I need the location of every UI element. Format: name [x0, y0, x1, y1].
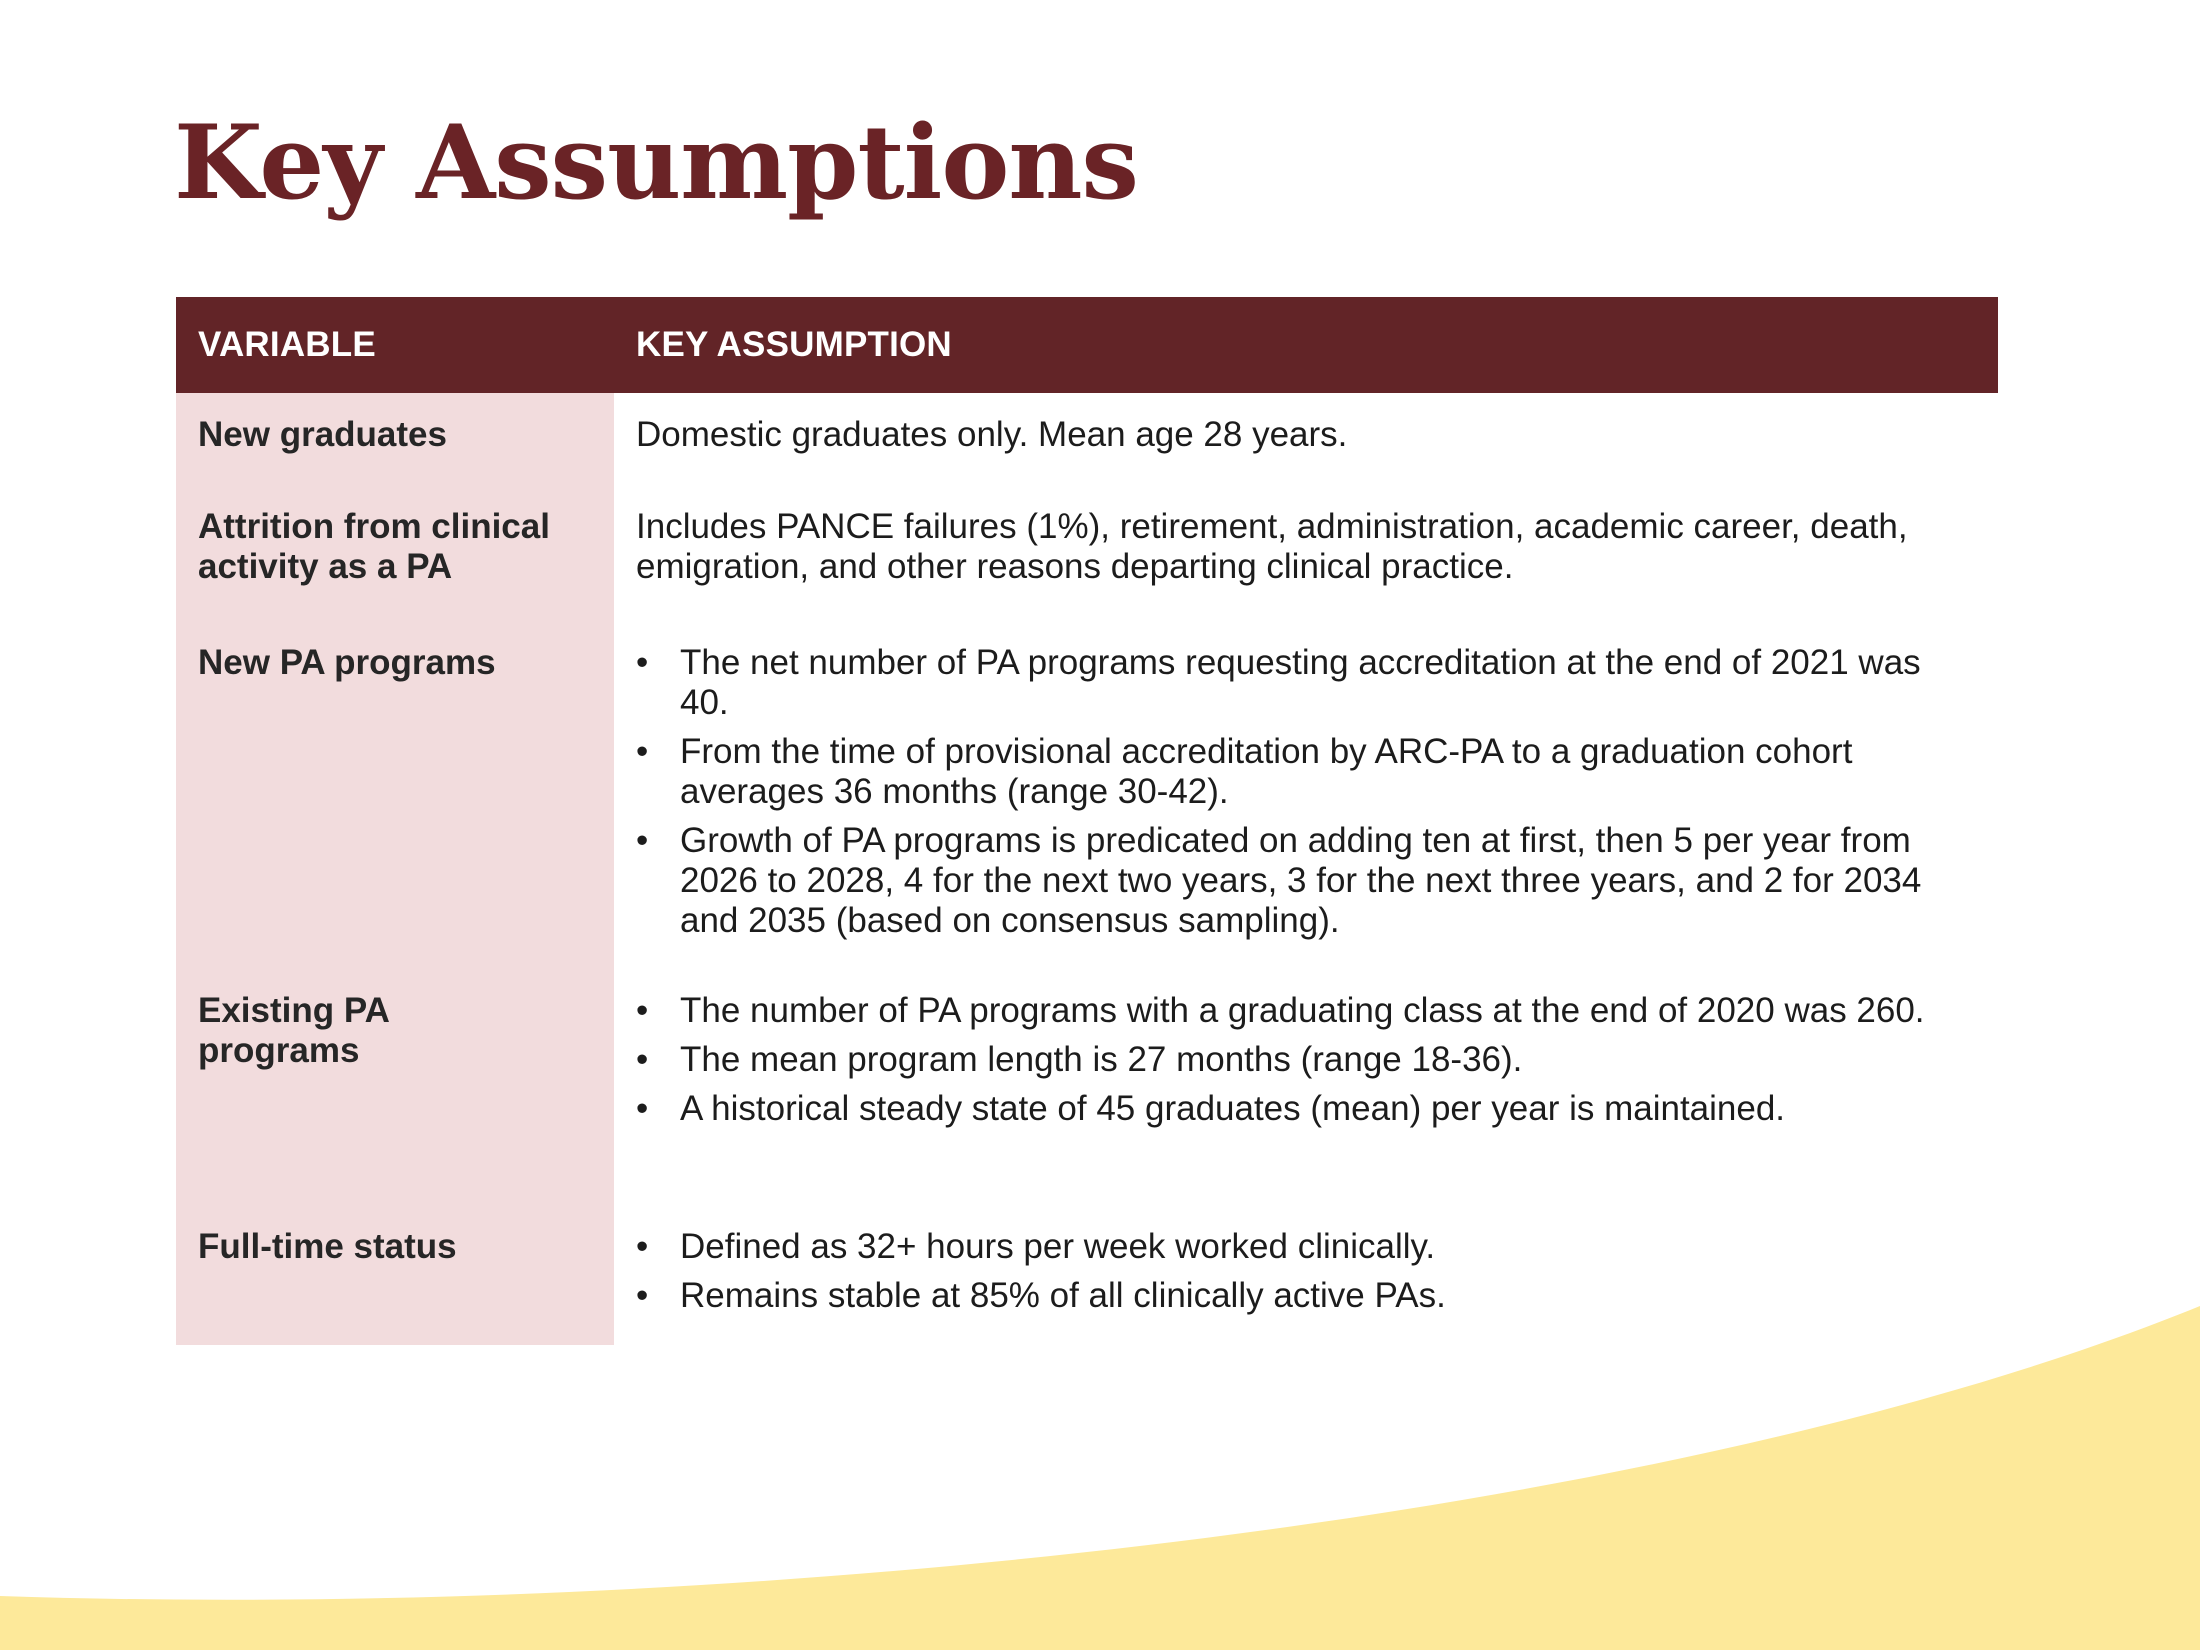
assumptions-table — [176, 297, 1998, 1345]
table-row — [176, 629, 1998, 981]
bullet-item: • The net number of PA programs requesting accreditation at the end of 2021 was 40. — [636, 643, 1928, 723]
table-row — [176, 489, 1998, 629]
variable-cell — [176, 489, 614, 629]
header-variable: VARIABLE — [176, 297, 614, 393]
header-key-assumption: KEY ASSUMPTION — [614, 297, 1998, 393]
bullet-item: • Growth of PA programs is predicated on adding ten at first, then 5 per year from 2026 to 2028, 4 for the next two years, 3 for the next three years, and 2 for 2034 and 2035 (based on consensus sampling). — [636, 821, 1928, 941]
bullet-list — [636, 991, 1928, 1129]
variable-cell: New PA programs — [176, 629, 614, 981]
wave-shape — [0, 1306, 2200, 1650]
bullet-list — [636, 643, 1928, 941]
bullet-item: • From the time of provisional accreditation by ARC-PA to a graduation cohort averages 36 months (range 30-42). — [636, 732, 1928, 812]
variable-label: Attrition from clinical activity as a PA — [198, 507, 550, 586]
assumption-cell — [614, 1217, 1998, 1345]
table-row — [176, 393, 1998, 489]
assumption-cell: Includes PANCE failures (1%), retirement, administration, academic career, death, emigration, and other reasons departing clinical practice. — [636, 507, 1908, 586]
assumption-cell: Domestic graduates only. Mean age 28 years. — [636, 415, 1348, 454]
bullet-list — [636, 1227, 1928, 1316]
bullet-item: • Defined as 32+ hours per week worked clinically. — [636, 1227, 1928, 1267]
variable-label: Existing PA programs — [198, 991, 389, 1070]
bullet-item: • The mean program length is 27 months (range 18-36). — [636, 1040, 1928, 1080]
bullet-item: • A historical steady state of 45 graduates (mean) per year is maintained. — [636, 1089, 1928, 1129]
variable-cell: New graduates — [176, 393, 614, 489]
assumption-cell — [614, 981, 1998, 1217]
variable-cell — [176, 981, 614, 1217]
page-title: Key Assumptions — [174, 103, 1138, 223]
table-row — [176, 981, 1998, 1217]
table-row — [176, 1217, 1998, 1345]
assumption-cell — [614, 629, 1998, 981]
table-header-row — [176, 297, 1998, 393]
variable-cell: Full-time status — [176, 1217, 614, 1345]
bullet-item: • The number of PA programs with a graduating class at the end of 2020 was 260. — [636, 991, 1928, 1031]
bullet-item: • Remains stable at 85% of all clinically active PAs. — [636, 1276, 1928, 1316]
